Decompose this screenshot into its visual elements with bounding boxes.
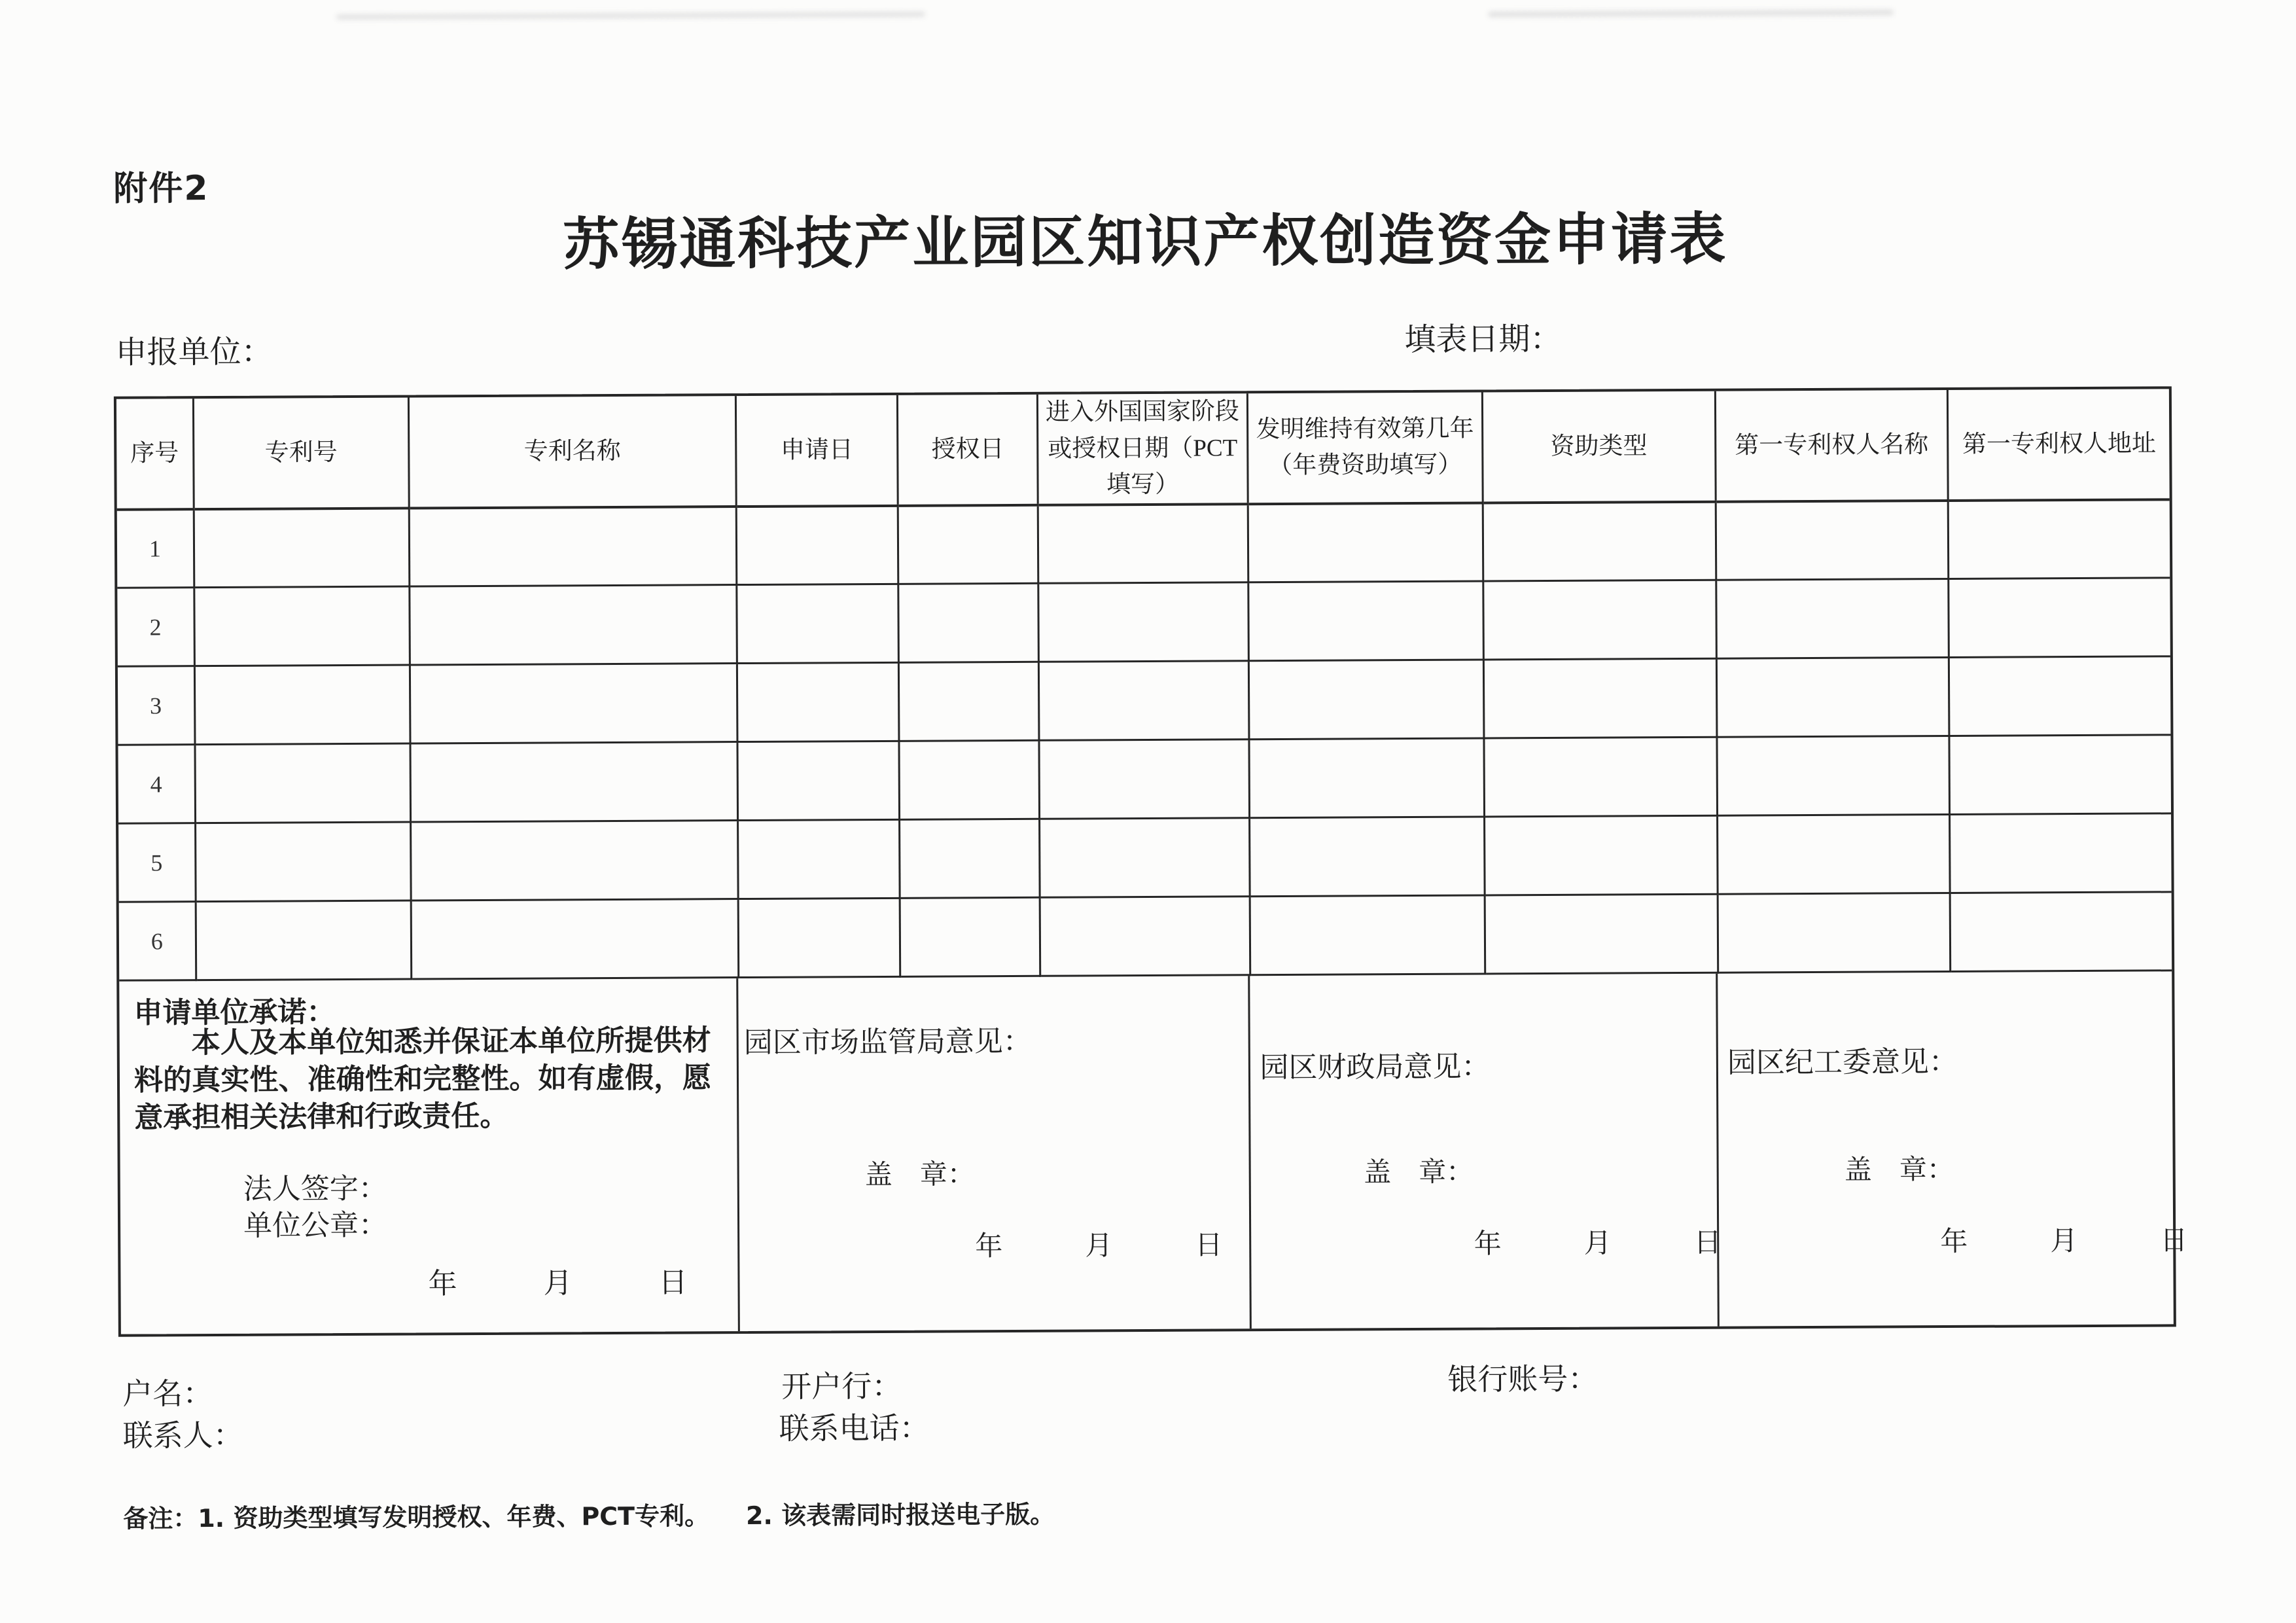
discipline-committee-date-line: 年 月 日 bbox=[1940, 1226, 2188, 1258]
empty-data-cell bbox=[900, 819, 1040, 898]
empty-data-cell bbox=[194, 508, 410, 588]
empty-data-cell bbox=[737, 584, 899, 663]
empty-data-cell bbox=[898, 583, 1038, 662]
empty-data-cell bbox=[1038, 661, 1248, 741]
contact-phone-label: 联系电话： bbox=[779, 1411, 930, 1446]
empty-data-cell bbox=[898, 505, 1038, 584]
scan-artifact bbox=[336, 12, 925, 20]
empty-data-cell bbox=[737, 662, 899, 741]
empty-data-cell bbox=[1483, 501, 1716, 581]
commitment-date-line: 年 月 日 bbox=[428, 1266, 688, 1300]
attachment-label: 附件2 bbox=[113, 169, 209, 209]
header-grant-date: 授权日 bbox=[898, 395, 1038, 506]
empty-data-cell bbox=[1949, 578, 2170, 658]
empty-data-cell bbox=[410, 821, 738, 901]
empty-data-cell bbox=[1718, 893, 1951, 973]
header-maintenance-year: 发明维持有效第几年（年费资助填写） bbox=[1247, 392, 1483, 503]
empty-data-cell bbox=[1716, 658, 1949, 738]
patent-table bbox=[116, 389, 2172, 981]
fill-date-label: 填表日期： bbox=[1404, 321, 1562, 358]
header-first-patentee-name: 第一专利权人名称 bbox=[1715, 390, 1949, 501]
market-supervision-seal-label: 盖 章： bbox=[864, 1160, 975, 1191]
row-number-cell: 1 bbox=[117, 509, 194, 588]
finance-bureau-opinion-label: 园区财政局意见： bbox=[1260, 1050, 1491, 1084]
bank-account-label: 银行账号： bbox=[1447, 1362, 1598, 1397]
approval-section bbox=[119, 971, 2188, 1334]
empty-data-cell bbox=[410, 742, 738, 822]
header-patent-number: 专利号 bbox=[193, 398, 409, 509]
empty-data-cell bbox=[1248, 660, 1483, 740]
empty-data-cell bbox=[1249, 817, 1484, 897]
company-seal-label: 单位公章： bbox=[243, 1209, 388, 1242]
empty-data-cell bbox=[410, 585, 737, 665]
empty-data-cell bbox=[1248, 581, 1483, 661]
empty-data-cell bbox=[411, 899, 739, 979]
empty-data-cell bbox=[1038, 582, 1248, 662]
empty-data-cell bbox=[1950, 892, 2172, 972]
finance-bureau-opinion-cell bbox=[1250, 974, 1720, 1329]
empty-data-cell bbox=[899, 662, 1039, 741]
empty-data-cell bbox=[1039, 740, 1249, 819]
empty-data-cell bbox=[194, 586, 410, 666]
header-subsidy-type: 资助类型 bbox=[1482, 391, 1716, 503]
patent-table-header bbox=[116, 389, 2170, 509]
note-prefix: 备注： bbox=[123, 1504, 198, 1533]
empty-data-cell bbox=[1483, 580, 1716, 660]
table-row bbox=[118, 656, 2171, 745]
application-form-table bbox=[114, 386, 2188, 1336]
empty-data-cell bbox=[410, 664, 737, 743]
empty-data-cell bbox=[1948, 499, 2170, 579]
row-number-cell: 2 bbox=[117, 588, 194, 667]
empty-data-cell bbox=[409, 507, 737, 586]
market-supervision-date-line: 年 月 日 bbox=[975, 1230, 1223, 1262]
finance-bureau-date-line: 年 月 日 bbox=[1474, 1228, 1722, 1260]
note-item-1: 1. 资助类型填写发明授权、年费、PCT专利。 bbox=[198, 1501, 710, 1533]
empty-data-cell bbox=[195, 743, 411, 823]
empty-data-cell bbox=[1040, 897, 1250, 976]
row-number-cell: 6 bbox=[119, 902, 196, 981]
discipline-committee-opinion-label: 园区纪工委意见： bbox=[1727, 1045, 1958, 1079]
market-supervision-opinion-label: 园区市场监管局意见： bbox=[743, 1025, 1032, 1060]
empty-data-cell bbox=[899, 740, 1039, 819]
discipline-committee-opinion-cell bbox=[1718, 971, 2188, 1326]
empty-data-cell bbox=[1950, 813, 2172, 893]
row-number-cell: 5 bbox=[118, 823, 196, 902]
table-row bbox=[118, 735, 2171, 823]
empty-data-cell bbox=[1250, 895, 1485, 975]
commitment-heading: 申请单位承诺： bbox=[133, 995, 336, 1030]
header-patent-name: 专利名称 bbox=[408, 396, 736, 508]
empty-data-cell bbox=[1484, 815, 1717, 895]
empty-data-cell bbox=[1716, 501, 1949, 580]
header-application-date: 申请日 bbox=[735, 395, 898, 507]
commitment-cell bbox=[119, 978, 740, 1334]
empty-data-cell bbox=[737, 741, 900, 820]
empty-data-cell bbox=[900, 897, 1040, 976]
empty-data-cell bbox=[194, 665, 410, 745]
empty-data-cell bbox=[1716, 736, 1949, 816]
commitment-body: 本人及本单位知悉并保证本单位所提供材料的真实性、准确性和完整性。如有虚假，愿意承担相关法律和行政责任。 bbox=[133, 1024, 712, 1135]
empty-data-cell bbox=[736, 505, 898, 584]
empty-data-cell bbox=[1249, 738, 1484, 818]
empty-data-cell bbox=[1484, 737, 1717, 817]
header-pct-foreign-stage-date: 进入外国国家阶段或授权日期（PCT填写） bbox=[1037, 393, 1248, 505]
empty-data-cell bbox=[737, 819, 900, 899]
scan-artifact bbox=[1488, 9, 1894, 17]
applicant-label: 申报单位： bbox=[115, 334, 273, 370]
table-row bbox=[117, 499, 2170, 588]
contact-person-label: 联系人： bbox=[122, 1418, 243, 1453]
note-item-2: 2. 该表需同时报送电子版。 bbox=[745, 1499, 1055, 1531]
empty-data-cell bbox=[1040, 818, 1250, 898]
account-name-label: 户名： bbox=[122, 1376, 213, 1411]
empty-data-cell bbox=[1949, 656, 2171, 736]
header-serial-number: 序号 bbox=[116, 399, 194, 509]
empty-data-cell bbox=[1483, 658, 1716, 738]
empty-data-cell bbox=[738, 898, 900, 977]
empty-data-cell bbox=[1717, 815, 1950, 895]
row-number-cell: 4 bbox=[118, 745, 195, 824]
empty-data-cell bbox=[1716, 579, 1949, 659]
form-title: 苏锡通科技产业园区知识产权创造资金申请表 bbox=[563, 206, 1728, 278]
empty-data-cell bbox=[1485, 894, 1718, 974]
note-line bbox=[123, 1494, 1055, 1535]
header-row bbox=[116, 389, 2170, 509]
finance-bureau-seal-label: 盖 章： bbox=[1364, 1157, 1474, 1188]
legal-sign-label: 法人签字： bbox=[243, 1172, 387, 1205]
patent-table-body bbox=[117, 499, 2172, 980]
market-supervision-opinion-cell bbox=[738, 976, 1252, 1331]
discipline-committee-seal-label: 盖 章： bbox=[1844, 1154, 1954, 1186]
table-row bbox=[119, 892, 2172, 980]
row-number-cell: 3 bbox=[118, 666, 195, 745]
table-row bbox=[117, 578, 2170, 666]
empty-data-cell bbox=[196, 901, 412, 980]
empty-data-cell bbox=[195, 822, 411, 902]
header-first-patentee-address: 第一专利权人地址 bbox=[1948, 389, 2170, 500]
empty-data-cell bbox=[1038, 504, 1248, 584]
bank-branch-label: 开户行： bbox=[781, 1369, 902, 1404]
empty-data-cell bbox=[1949, 735, 2171, 815]
empty-data-cell bbox=[1248, 503, 1483, 582]
table-row bbox=[118, 813, 2172, 902]
